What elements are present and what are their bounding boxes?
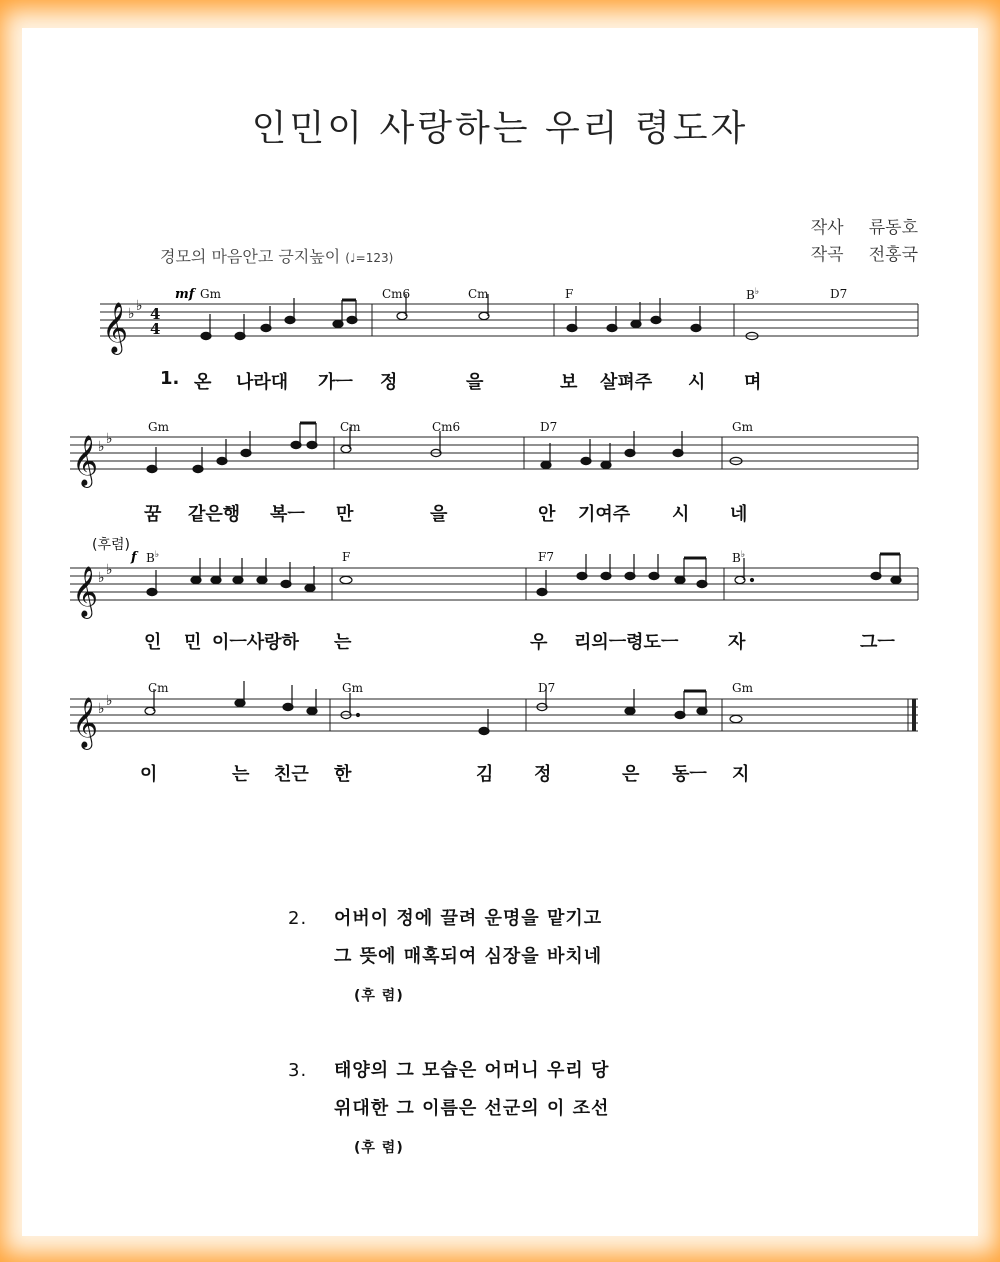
lyric-syllable: 나라대 xyxy=(236,372,289,393)
chord-symbol: B♭ xyxy=(146,550,160,565)
lyric-syllable: 리의ㅡ령도ㅡ xyxy=(574,632,679,653)
lyricist-label: 작사 xyxy=(810,218,844,238)
lyric-syllable: 네 xyxy=(730,504,748,525)
chord-symbol: Cm xyxy=(340,420,361,434)
lyric-syllable: 온 xyxy=(194,372,212,393)
lyric-syllable: 가ㅡ xyxy=(318,372,353,393)
verse-2 xyxy=(288,900,602,1016)
chorus-mark: (후 렴) xyxy=(354,1140,404,1156)
quarter-note-icon: ♩ xyxy=(349,251,356,265)
lyric-syllable: 한 xyxy=(334,764,352,785)
lyric-syllable: 그ㅡ xyxy=(860,632,895,653)
staff-2 xyxy=(70,437,918,469)
lyric-syllable: 1. xyxy=(160,368,180,389)
composer-name: 전홍국 xyxy=(868,245,918,265)
svg-text:♭: ♭ xyxy=(128,306,135,322)
lyric-syllable: 이ㅡ사랑하 xyxy=(212,632,299,653)
composer-label: 작곡 xyxy=(810,245,844,265)
lyric-syllable: 이 xyxy=(140,764,158,785)
svg-text:♭: ♭ xyxy=(136,298,143,314)
chord-symbol: F7 xyxy=(538,550,554,564)
verse-line: 어버이 정에 끌려 운명을 맡기고 xyxy=(334,908,603,929)
chord-symbol: Gm xyxy=(732,681,753,695)
lyricist-name: 류동호 xyxy=(868,218,918,238)
svg-text:4: 4 xyxy=(150,305,161,323)
lyric-syllable: 는 xyxy=(232,764,250,785)
metronome-mark: (♩=123) xyxy=(345,251,394,265)
lyric-syllable: 안 xyxy=(538,504,556,525)
chord-symbol: B♭ xyxy=(746,287,760,302)
verse-line: 위대한 그 이름은 선군의 이 조선 xyxy=(334,1098,610,1119)
dynamic-mf: mf xyxy=(175,287,195,302)
chord-symbol: F xyxy=(565,287,574,301)
chord-symbol: Gm xyxy=(148,420,169,434)
verse-line: 그 뜻에 매혹되여 심장을 바치네 xyxy=(334,946,603,967)
chord-symbol: Gm xyxy=(342,681,363,695)
lyric-syllable: 지 xyxy=(732,764,750,785)
lyric-syllable: 시 xyxy=(688,372,706,393)
lyric-syllable: 민 xyxy=(184,632,202,653)
lyric-syllable: 정 xyxy=(534,764,552,785)
treble-clef-icon: 𝄞 xyxy=(102,302,129,353)
lyric-syllable: 살펴주 xyxy=(600,372,653,393)
refrain-mark: (후렴) xyxy=(92,537,130,553)
chord-symbol: Cm6 xyxy=(432,420,461,434)
lyric-syllable: 며 xyxy=(744,372,762,393)
treble-clef-icon: 𝄞 xyxy=(72,566,99,617)
lyric-syllable: 복ㅡ xyxy=(270,504,305,525)
chord-symbol: Cm6 xyxy=(382,287,411,301)
lyric-syllable: 인 xyxy=(144,632,162,653)
lyric-syllable: 친근 xyxy=(274,764,309,785)
verse-3 xyxy=(288,1052,609,1168)
lyric-syllable: 을 xyxy=(430,504,448,525)
lyric-syllable: 는 xyxy=(334,632,352,653)
chord-symbol: Cm xyxy=(148,681,169,695)
svg-text:♭: ♭ xyxy=(98,701,105,717)
chord-symbol: Gm xyxy=(200,287,221,301)
svg-text:♭: ♭ xyxy=(98,439,105,455)
chord-symbol: Gm xyxy=(732,420,753,434)
verse-number: 2. xyxy=(288,908,308,929)
lyric-syllable: 동ㅡ xyxy=(672,764,707,785)
chord-symbol: Cm xyxy=(468,287,489,301)
svg-text:4: 4 xyxy=(150,320,161,338)
chord-symbol: B♭ xyxy=(732,550,746,565)
chord-symbol: F xyxy=(342,550,351,564)
lyric-syllable: 만 xyxy=(336,504,354,525)
tempo-expression: 경모의 마음안고 긍지높이 xyxy=(160,247,341,266)
lyric-syllable: 우 xyxy=(530,632,548,653)
tempo-bpm: =123 xyxy=(355,251,389,265)
lyric-syllable: 시 xyxy=(672,504,690,525)
chorus-mark: (후 렴) xyxy=(354,988,404,1004)
lyric-syllable: 보 xyxy=(560,372,578,393)
svg-text:♭: ♭ xyxy=(106,693,113,709)
lyric-syllable: 같은행 xyxy=(188,504,241,525)
svg-text:♭: ♭ xyxy=(106,562,113,578)
staff-4 xyxy=(70,699,918,731)
lyric-syllable: 기여주 xyxy=(578,504,631,525)
chord-symbol: D7 xyxy=(540,420,558,434)
staff-1 xyxy=(100,304,918,336)
dynamic-f: f xyxy=(131,550,137,565)
svg-text:♭: ♭ xyxy=(98,570,105,586)
treble-clef-icon: 𝄞 xyxy=(72,697,99,748)
lyric-syllable: 자 xyxy=(728,632,746,653)
lyric-syllable: 은 xyxy=(622,764,640,785)
lyric-syllable: 을 xyxy=(466,372,484,393)
svg-text:♭: ♭ xyxy=(106,431,113,447)
verse-line: 태양의 그 모습은 어머니 우리 당 xyxy=(334,1060,610,1081)
song-title: 인민이 사랑하는 우리 령도자 xyxy=(251,108,749,149)
chord-symbol: D7 xyxy=(830,287,848,301)
verse-number: 3. xyxy=(288,1060,308,1081)
chord-symbol: D7 xyxy=(538,681,556,695)
treble-clef-icon: 𝄞 xyxy=(72,435,99,486)
lyric-syllable: 정 xyxy=(380,372,398,393)
lyric-syllable: 꿈 xyxy=(144,504,162,525)
lyric-syllable: 김 xyxy=(476,764,494,785)
